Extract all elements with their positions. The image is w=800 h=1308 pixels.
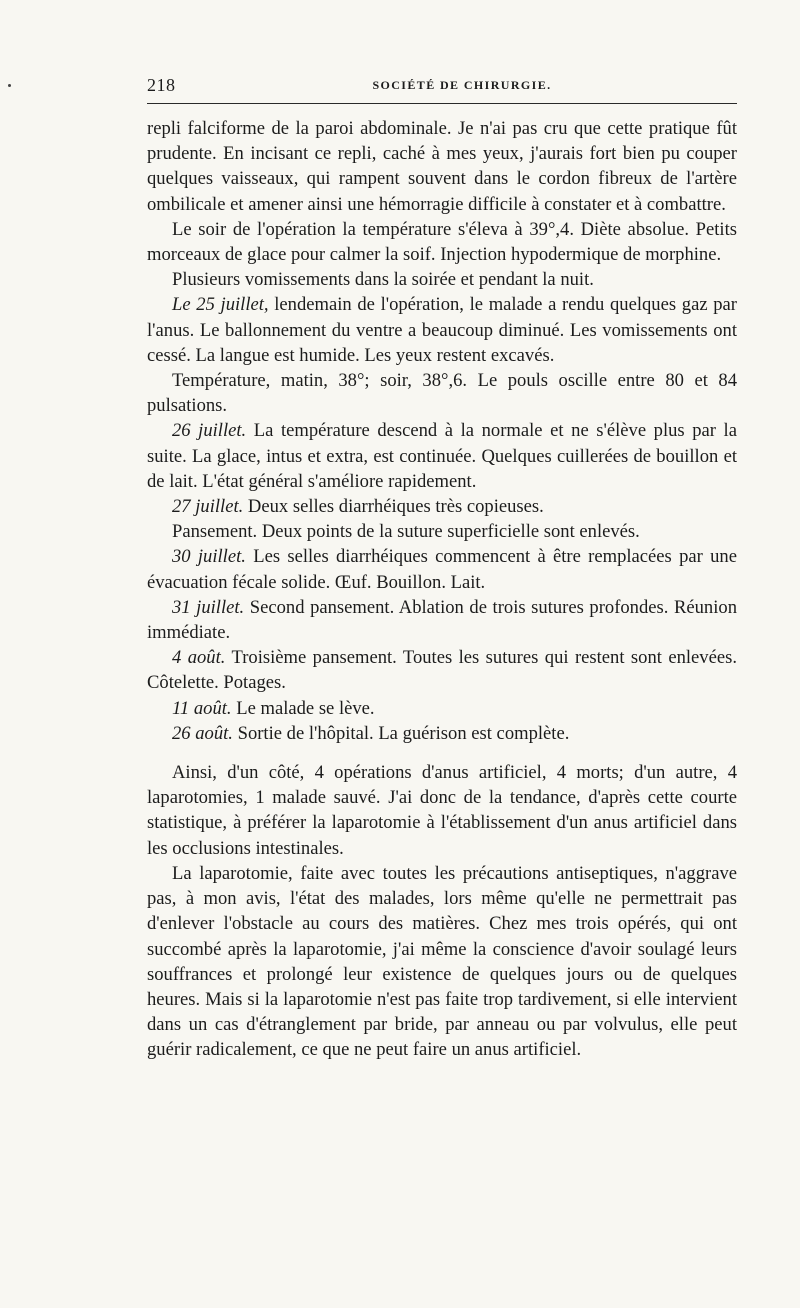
date-label: 30 juillet. xyxy=(172,546,246,568)
paragraph-july-25: Le 25 juillet, lendemain de l'opération, le malade a rendu quelques gaz par l'anus. Le ballonnement du ventre a beaucoup diminué. Les vomissements ont cessé. La langue est humide. Les yeux restent excavés. xyxy=(147,294,737,366)
paragraph-august-11: 11 août. Le malade se lève. xyxy=(172,697,375,719)
paragraph-temperature: Température, matin, 38°; soir, 38°,6. Le pouls oscille entre 80 et 84 pulsations. xyxy=(147,370,737,417)
paragraph-laparotomy: La laparotomie, faite avec toutes les précautions antiseptiques, n'aggrave pas, à mon avis, l'état des malades, lors même qu'elle ne permettrait pas d'enlever l'obstacle au cours des matières. Chez mes trois opérés, qui ont succombé après la laparotomie, j'ai même la conscience d'avoir soulagé leurs souffrances et prolongé leur existence de quelques jours ou de quelques heures. Mais si la laparotomie n'est pas faite trop tardivement, si elle intervient dans un cas d'étranglement par bride, par anneau ou par volvulus, elle peut guérir radicalement, ce que ne peut faire un anus artificiel. xyxy=(147,862,737,1061)
date-label: 27 juillet. xyxy=(172,496,244,518)
paragraph-continuation: repli falciforme de la paroi abdominale. Je n'ai pas cru que cette pratique fût prudente. En incisant ce repli, caché à mes yeux, j'aurais fort bien pu couper quelques vaisseaux, qui rampent souvent dans le cordon fibreux de l'artère ombilicale et amener ainsi une hémorragie difficile à constater et à combattre. xyxy=(147,118,737,215)
stray-ink-mark xyxy=(8,84,11,87)
date-label: 31 juillet. xyxy=(172,596,245,618)
date-label: Le 25 juillet, xyxy=(172,294,269,316)
paragraph-dressing: Pansement. Deux points de la suture superficielle sont enlevés. xyxy=(172,521,640,543)
paragraph-august-26: 26 août. Sortie de l'hôpital. La guérison est complète. xyxy=(172,722,570,744)
article-body xyxy=(147,116,737,1063)
running-head xyxy=(147,72,737,98)
date-label: 4 août. xyxy=(172,647,226,669)
date-label: 26 août. xyxy=(172,722,233,744)
paragraph-operation-evening: Le soir de l'opération la température s'éleva à 39°,4. Diète absolue. Petits morceaux de glace pour calmer la soif. Injection hypodermique de morphine. xyxy=(147,218,737,266)
paragraph-statistics: Ainsi, d'un côté, 4 opérations d'anus artificiel, 4 morts; d'un autre, 4 laparotomies, 1 malade sauvé. J'ai donc de la tendance, d'après cette courte statistique, à préférer la laparotomie à l'établissement d'un anus artificiel dans les occlusions intestinales. xyxy=(147,762,737,859)
page xyxy=(147,72,737,1063)
paragraph-july-26: 26 juillet. La température descend à la normale et ne s'élève plus par la suite. La glace, intus et extra, est continuée. Quelques cuillerées de bouillon et de lait. L'état général s'améliore rapidement. xyxy=(147,420,737,492)
paragraph-july-27: 27 juillet. Deux selles diarrhéiques très copieuses. xyxy=(172,496,544,518)
paragraph-july-30: 30 juillet. Les selles diarrhéiques commencent à être remplacées par une évacuation fécale solide. Œuf. Bouillon. Lait. xyxy=(147,546,737,593)
paragraph-august-4: 4 août. Troisième pansement. Toutes les sutures qui restent sont enlevées. Côtelette. Potages. xyxy=(147,647,737,694)
paragraph-july-31: 31 juillet. Second pansement. Ablation de trois sutures profondes. Réunion immédiate. xyxy=(147,596,737,644)
date-label: 11 août. xyxy=(172,697,232,719)
paragraph-vomiting: Plusieurs vomissements dans la soirée et pendant la nuit. xyxy=(172,269,594,291)
date-label: 26 juillet. xyxy=(172,420,247,442)
journal-title: SOCIÉTÉ DE CHIRURGIE. xyxy=(372,78,552,92)
page-number: 218 xyxy=(147,75,176,95)
header-rule xyxy=(147,103,737,104)
